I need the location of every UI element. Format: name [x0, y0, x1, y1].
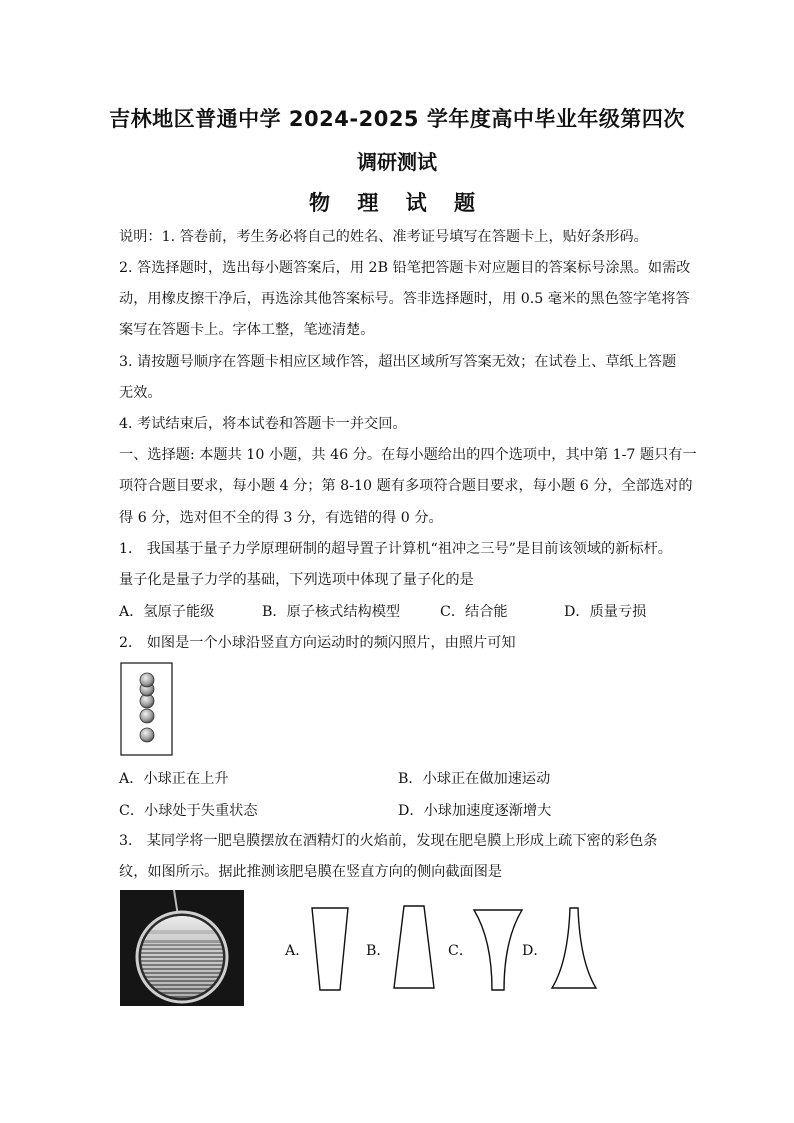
q3-choice-d-label: D．: [522, 943, 548, 959]
instruction-line: 说明：1. 答卷前，考生务必将自己的姓名、准考证号填写在答题卡上，贴好条形码。: [119, 229, 648, 245]
exam-title: 吉林地区普通中学 2024-2025 学年度高中毕业年级第四次: [109, 107, 685, 131]
q1-option-d: D．质量亏损: [564, 604, 647, 620]
instruction-line: 案写在答题卡上。字体工整，笔迹清楚。: [119, 322, 375, 338]
strobe-photo-figure: [120, 662, 174, 756]
cross-section-choices: [300, 900, 600, 1000]
section-line: 项符合题目要求，每小题 4 分；第 8-10 题有多项符合题目要求，每小题 6 分，全部选对的: [119, 478, 693, 494]
q3-choice-c-label: C．: [448, 943, 474, 959]
q2-option-d: D．小球加速度逐渐增大: [398, 803, 552, 819]
exam-title-cont: 调研测试: [357, 150, 437, 174]
q2-option-a: A．小球正在上升: [119, 771, 229, 787]
choice-c-shape: [474, 910, 522, 990]
q3-stem: 3． 某同学将一肥皂膜摆放在酒精灯的火焰前，发现在肥皂膜上形成上疏下密的彩色条: [119, 833, 658, 849]
instruction-line: 4. 考试结束后，将本试卷和答题卡一并交回。: [119, 416, 407, 432]
choice-b-shape: [394, 906, 434, 988]
choice-a-shape: [312, 908, 348, 990]
q2-option-b: B．小球正在做加速运动: [398, 771, 551, 787]
ball-image: [140, 709, 154, 723]
instruction-line: 无效。: [119, 385, 162, 401]
instruction-line: 动，用橡皮擦干净后，再选涂其他答案标号。答非选择题时，用 0.5 毫米的黑色签字笔将答: [119, 291, 690, 307]
q3-stem: 纹，如图所示。据此推测该肥皂膜在竖直方向的侧向截面图是: [119, 864, 503, 880]
soap-film-photo: [120, 890, 244, 1006]
instruction-line: 3. 请按题号顺序在答题卡相应区域作答，超出区域所写答案无效；在试卷上、草纸上答题: [119, 354, 677, 370]
q3-choice-a-label: A．: [285, 943, 310, 959]
ball-image: [140, 673, 154, 687]
instruction-line: 2. 答选择题时，选出每小题答案后，用 2B 铅笔把答题卡对应题目的答案标号涂黑。如需改: [119, 260, 691, 276]
choice-d-shape: [552, 908, 596, 988]
section-line: 得 6 分，选对但不全的得 3 分，有选错的得 0 分。: [119, 510, 443, 526]
ball-image: [140, 728, 154, 742]
subject-title: 物 理 试 题: [309, 191, 485, 215]
q3-choice-b-label: B．: [366, 943, 391, 959]
q1-option-c: C．结合能: [440, 604, 508, 620]
q1-option-b: B．原子核式结构模型: [262, 604, 401, 620]
q1-stem: 1． 我国基于量子力学原理研制的超导置子计算机“祖冲之三号”是目前该领域的新标杆。: [119, 541, 672, 557]
q1-option-a: A．氢原子能级: [119, 604, 215, 620]
section-line: 一、选择题: 本题共 10 小题，共 46 分。在每小题给出的四个选项中，其中第 1-7 题只有一: [119, 447, 697, 463]
q2-option-c: C．小球处于失重状态: [119, 803, 258, 819]
q2-stem: 2． 如图是一个小球沿竖直方向运动时的频闪照片，由照片可知: [119, 635, 516, 651]
q1-stem: 量子化是量子力学的基础，下列选项中体现了量子化的是: [119, 572, 474, 588]
